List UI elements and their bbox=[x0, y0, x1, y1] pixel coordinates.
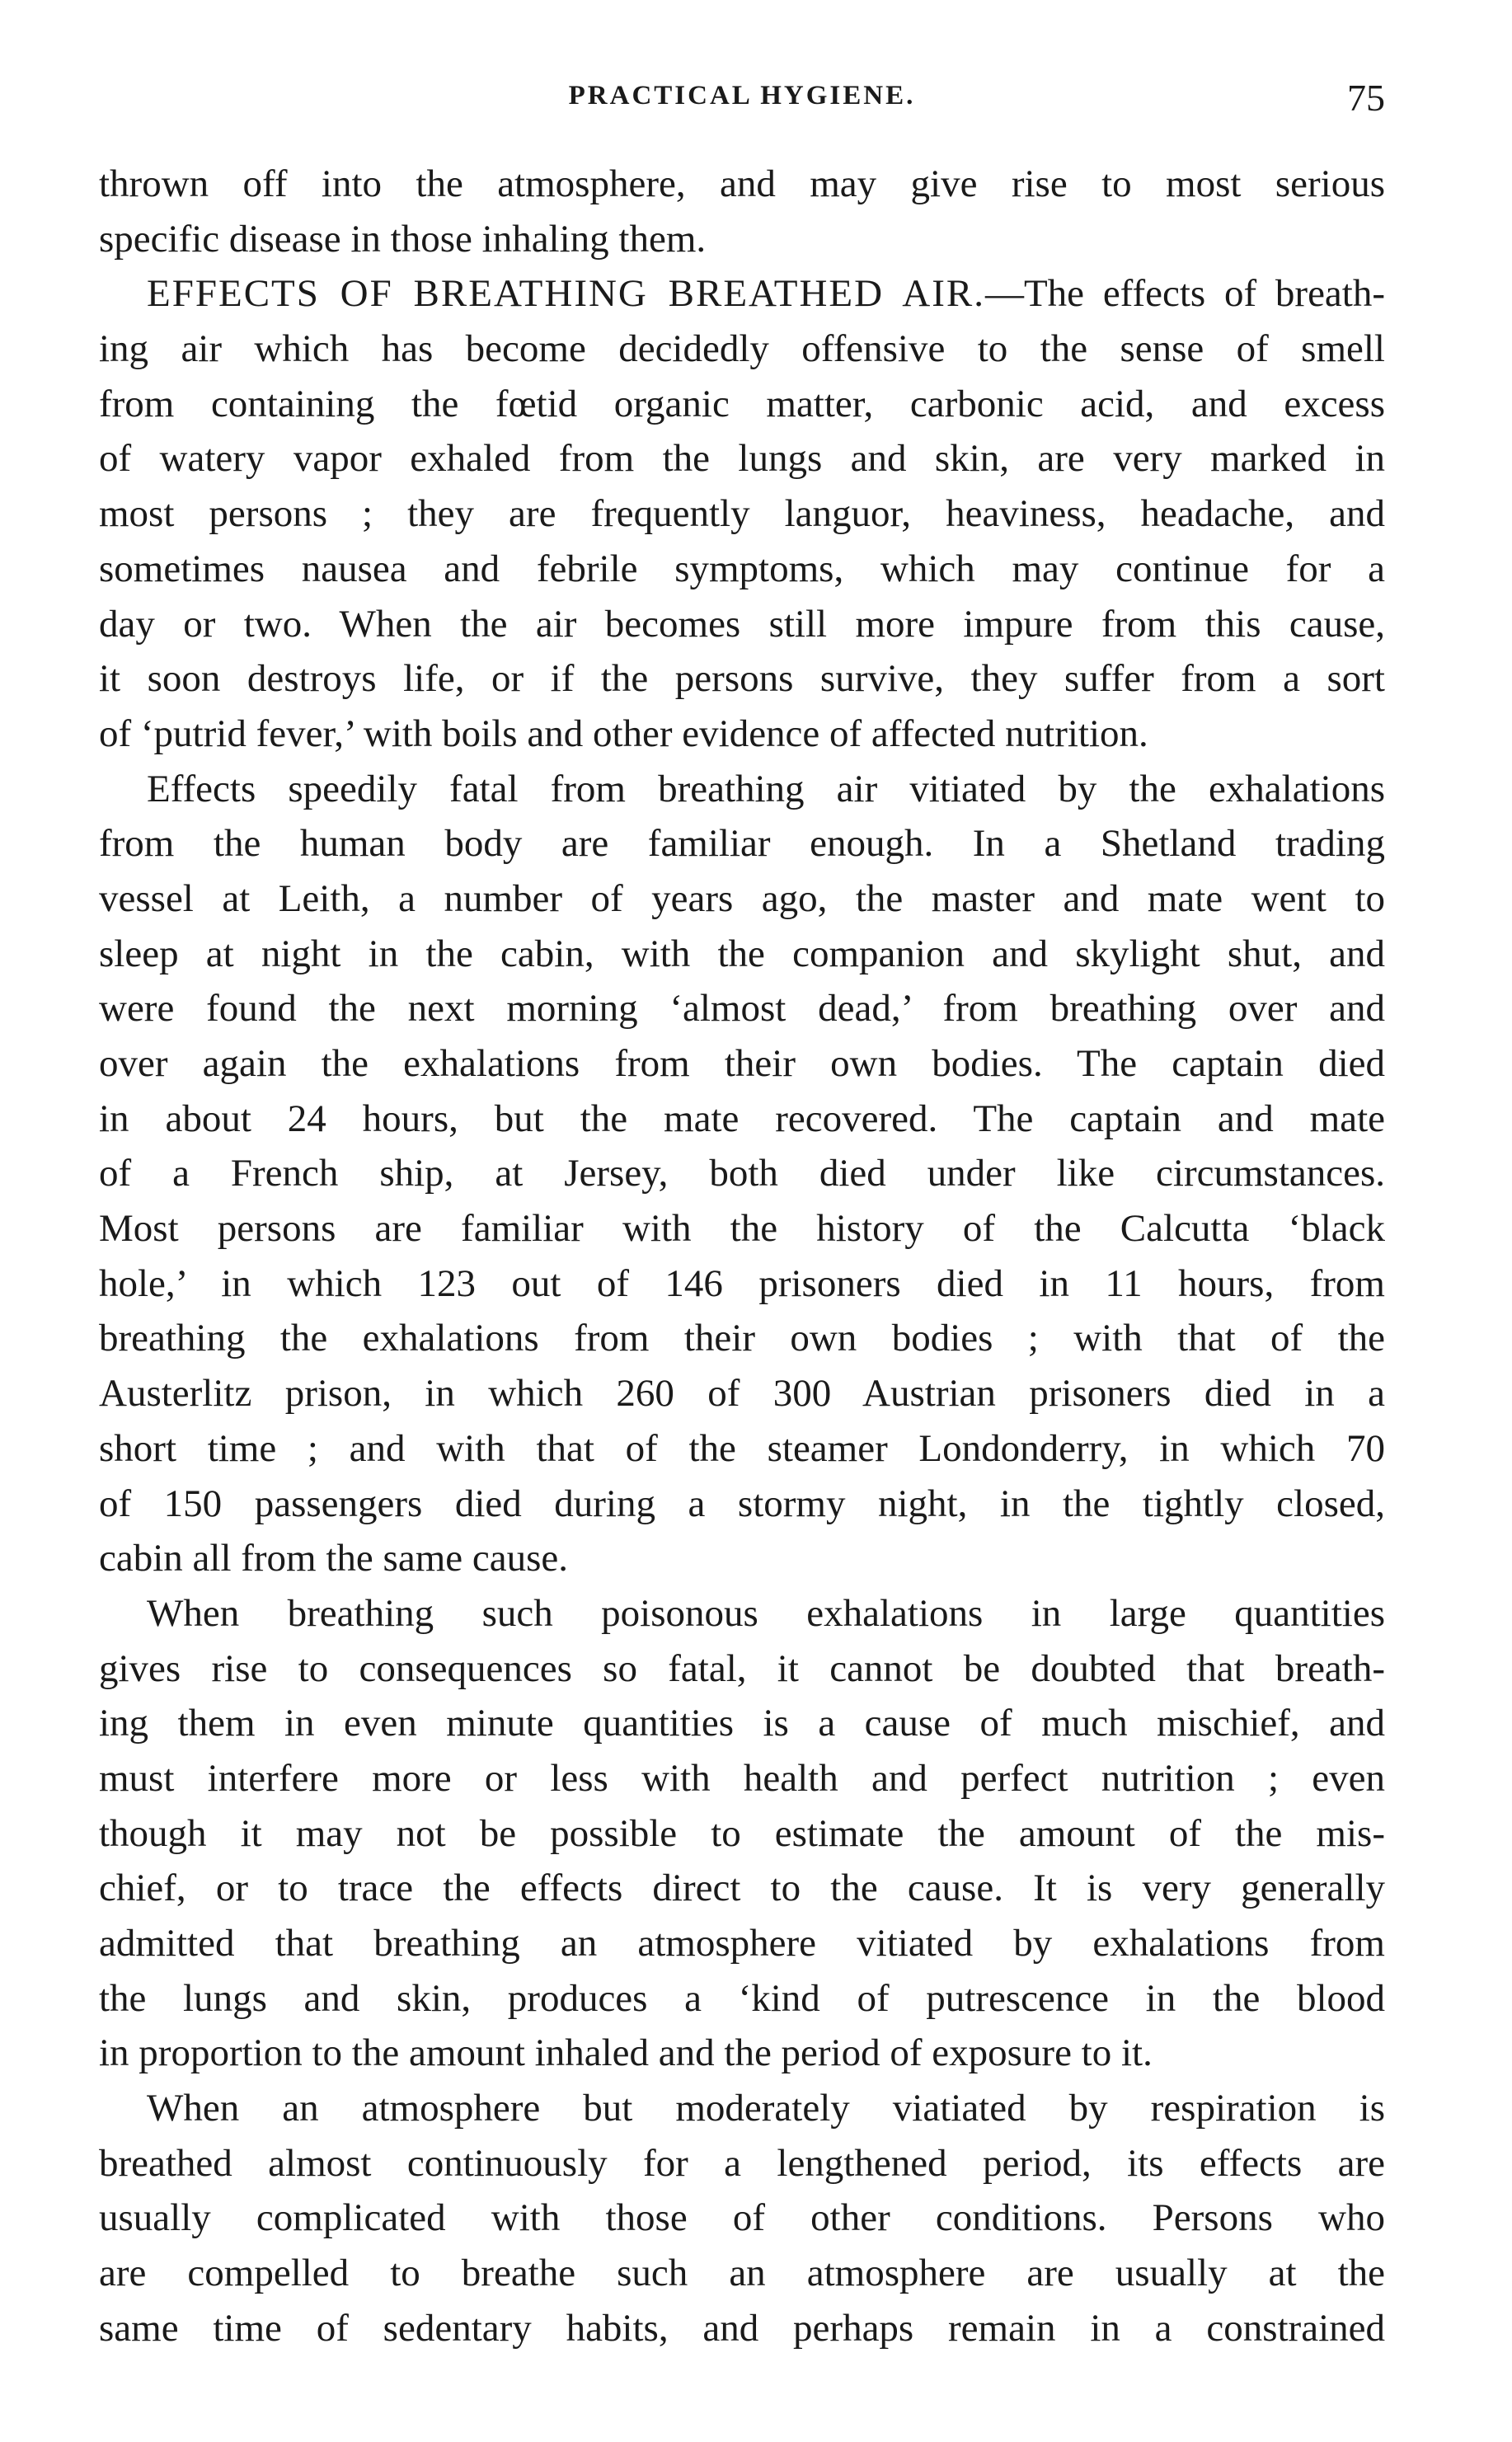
text-line: in about 24 hours, but the mate recovered. The captain and mate bbox=[99, 1097, 1385, 1140]
text-line: Effects speedily fatal from breathing air vitiated by the exhalations bbox=[147, 767, 1385, 810]
text-line: vessel at Leith, a number of years ago, the master and mate went to bbox=[99, 876, 1385, 920]
text-line: in proportion to the amount inhaled and the period of exposure to it. bbox=[99, 2031, 1153, 2075]
text-line: though it may not be possible to estimate the amount of the mis- bbox=[99, 1811, 1385, 1855]
running-title: PRACTICAL HYGIENE. bbox=[568, 81, 916, 110]
running-head bbox=[99, 77, 1385, 130]
section-heading: EFFECTS OF BREATHING BREATHED AIR. bbox=[147, 272, 985, 316]
text-line: most persons ; they are frequently languor, heaviness, headache, and bbox=[99, 492, 1385, 536]
text-line: ing them in even minute quantities is a cause of much mischief, and bbox=[99, 1702, 1385, 1745]
text-line: sometimes nausea and febrile symptoms, which may continue for a bbox=[99, 547, 1385, 590]
text-line: are compelled to breathe such an atmosphere are usually at the bbox=[99, 2252, 1385, 2295]
text-line: same time of sedentary habits, and perhaps remain in a constrained bbox=[99, 2306, 1385, 2350]
text-line: admitted that breathing an atmosphere vitiated by exhalations from bbox=[99, 1922, 1385, 1965]
text-line: over again the exhalations from their own bodies. The captain died bbox=[99, 1042, 1385, 1085]
text-line: of watery vapor exhaled from the lungs and skin, are very marked in bbox=[99, 437, 1385, 481]
text-line bbox=[99, 266, 1385, 322]
text-line: the lungs and skin, produces a ‘kind of putrescence in the blood bbox=[99, 1976, 1385, 2020]
text-line: from containing the fœtid organic matter, carbonic acid, and excess bbox=[99, 382, 1385, 425]
text-line-continuation: —The effects of breath- bbox=[984, 272, 1385, 316]
text-line: ing air which has become decidedly offensive to the sense of smell bbox=[99, 327, 1385, 371]
page-number: 75 bbox=[1347, 77, 1385, 119]
text-line: breathed almost continuously for a lengthened period, its effects are bbox=[99, 2141, 1385, 2185]
text-line: cabin all from the same cause. bbox=[99, 1537, 568, 1580]
text-line: breathing the exhalations from their own bodies ; with that of the bbox=[99, 1317, 1385, 1360]
text-line: of 150 passengers died during a stormy night, in the tightly closed, bbox=[99, 1482, 1385, 1525]
text-line: sleep at night in the cabin, with the companion and skylight shut, and bbox=[99, 932, 1385, 975]
text-line: gives rise to consequences so fatal, it cannot be doubted that breath- bbox=[99, 1646, 1385, 1690]
text-line: usually complicated with those of other conditions. Persons who bbox=[99, 2196, 1385, 2240]
text-line: it soon destroys life, or if the persons survive, they suffer from a sort bbox=[99, 657, 1385, 701]
text-line: chief, or to trace the effects direct to the cause. It is very generally bbox=[99, 1867, 1385, 1910]
text-line: specific disease in those inhaling them. bbox=[99, 217, 707, 261]
text-line: When an atmosphere but moderately viatiated by respiration is bbox=[147, 2087, 1385, 2130]
text-line: Austerlitz prison, in which 260 of 300 Austrian prisoners died in a bbox=[99, 1372, 1385, 1416]
text-line: thrown off into the atmosphere, and may give rise to most serious bbox=[99, 162, 1385, 205]
text-line: short time ; and with that of the steamer Londonderry, in which 70 bbox=[99, 1426, 1385, 1470]
text-line: of a French ship, at Jersey, both died under like circumstances. bbox=[99, 1152, 1385, 1195]
text-line: hole,’ in which 123 out of 146 prisoners died in 11 hours, from bbox=[99, 1261, 1385, 1305]
text-line: were found the next morning ‘almost dead,’ from breathing over and bbox=[99, 987, 1385, 1031]
text-line: of ‘putrid fever,’ with boils and other evidence of affected nutrition. bbox=[99, 711, 1148, 755]
text-line: day or two. When the air becomes still more impure from this cause, bbox=[99, 602, 1385, 646]
text-line: from the human body are familiar enough. In a Shetland trading bbox=[99, 822, 1385, 866]
body-text bbox=[99, 157, 1385, 2356]
text-line: must interfere more or less with health and perfect nutrition ; even bbox=[99, 1756, 1385, 1800]
text-line: When breathing such poisonous exhalations in large quantities bbox=[147, 1591, 1385, 1635]
text-line: Most persons are familiar with the history of the Calcutta ‘black bbox=[99, 1207, 1385, 1251]
